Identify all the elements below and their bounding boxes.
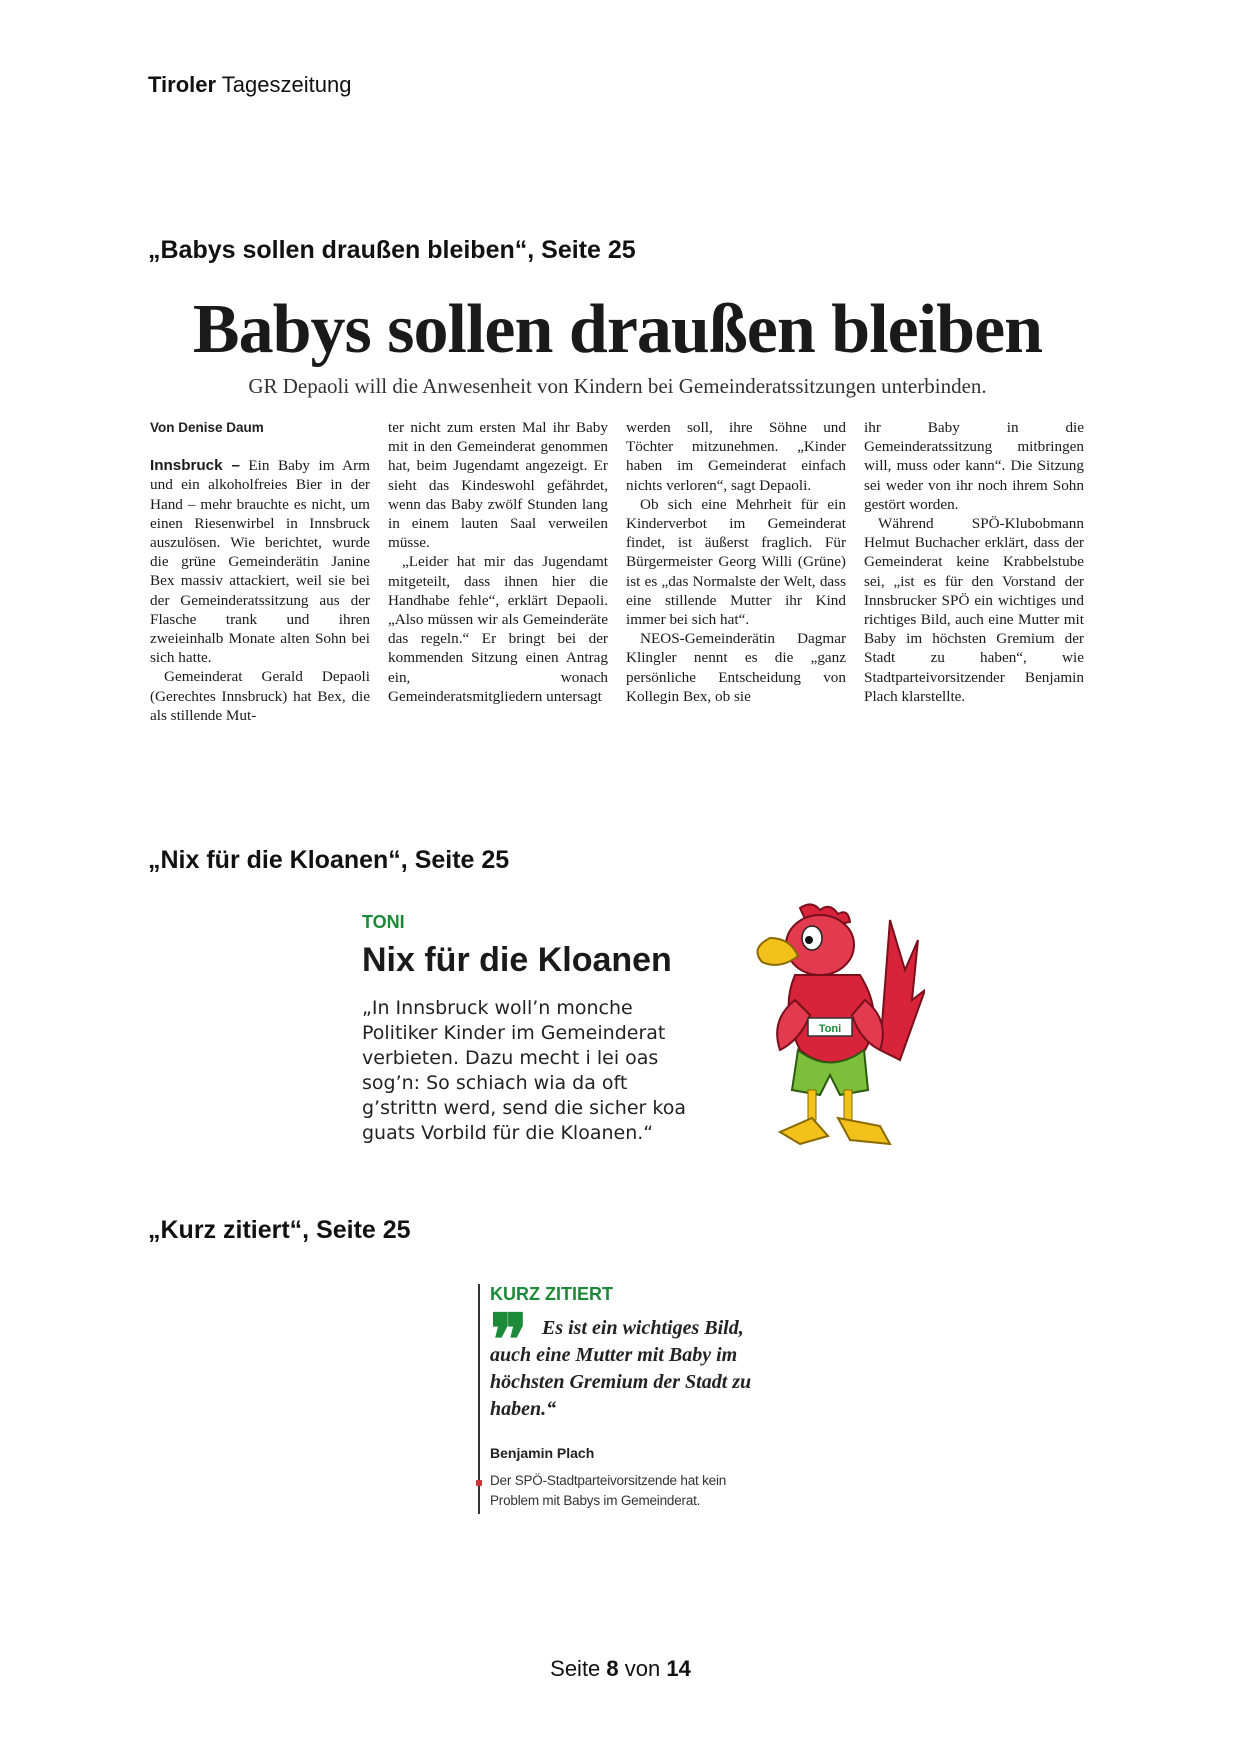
toni-title: Nix für die Kloanen <box>362 941 672 979</box>
article-subhead: GR Depaoli will die Anwesenheit von Kindern bei Gemeinderatssitzungen unterbinden. <box>248 374 987 398</box>
article-paragraph: ter nicht zum ersten Mal ihr Baby mit in den Gemeinderat genommen hat, beim Jugendamt angezeigt. Er sieht das Kindeswohl gefährdet, wenn das Baby zwölf Stunden lang in einem lauten Saal verweilen müsse. <box>388 419 608 552</box>
brand-regular: Tageszeitung <box>216 72 352 97</box>
footer-total-pages: 14 <box>666 1656 691 1681</box>
brand-bold: Tiroler <box>148 72 217 97</box>
article-paragraph: werden soll, ihre Söhne und Töchter mitzunehmen. „Kinder haben im Gemeinderat einfach nichts verloren“, sagt Depaoli. <box>626 419 846 494</box>
article-column-3 <box>626 418 846 725</box>
article-text: Ein Baby im Arm und ein alkoholfreies Bier in der Hand – mehr brauchte es nicht, um einen Riesenwirbel in Innsbruck auszulösen. Wie berichtet, wurde die grüne Gemeinderätin Janine Bex massiv attackiert, weil sie bei der Gemeinderatssitzung aus der Flasche trank und ihren zweieinhalb Monate alten Sohn bei sich hatte. <box>150 457 370 667</box>
section-title-babys: „Babys sollen draußen bleiben“, Seite 25 <box>148 236 636 264</box>
toni-column <box>362 912 922 1152</box>
kurz-zitiert-quote-wrap <box>490 1303 780 1423</box>
toni-label: TONI <box>362 912 405 932</box>
section-title-toni: „Nix für die Kloanen“, Seite 25 <box>148 846 510 874</box>
article-babys <box>150 292 1085 754</box>
newspaper-header <box>148 72 351 98</box>
article-paragraph: Ob sich eine Mehrheit für ein Kinderverbot im Gemeinderat findet, ist äußerst fraglich. Für Bürgermeister Georg Willi (Grüne) ist es „das Normalste der Welt, dass eine stillende Mutter ihr Kind immer bei sich hat“. <box>626 495 846 629</box>
article-byline: Von Denise Daum <box>150 420 264 435</box>
kurz-zitiert-content <box>490 1284 780 1511</box>
footer-prefix: Seite <box>550 1656 607 1681</box>
rooster-shirt-text: Toni <box>818 1023 842 1035</box>
rooster-mascot-illustration <box>740 900 925 1160</box>
article-columns <box>150 418 1085 725</box>
article-paragraph: NEOS-Gemeinderätin Dagmar Klingler nennt es die „ganz persönliche Entscheidung von Kollegin Bex, ob sie <box>626 630 846 705</box>
page-footer <box>0 1656 1241 1682</box>
article-paragraph: ihr Baby in die Gemeinderatssitzung mitbringen will, muss oder kann“. Die Sitzung sei weder von ihr noch ihrem Sohn gestört worden. <box>864 419 1084 513</box>
kurz-zitiert-caption: Der SPÖ-Stadtparteivorsitzende hat kein Problem mit Babys im Gemeinderat. <box>490 1473 727 1508</box>
article-column-2 <box>388 418 608 725</box>
article-column-4 <box>864 418 1084 725</box>
section-title-kurz: „Kurz zitiert“, Seite 25 <box>148 1216 411 1244</box>
article-headline: Babys sollen draußen bleiben <box>192 291 1043 368</box>
article-paragraph: „Leider hat mir das Jugendamt mitgeteilt, dass ihnen hier die Handhabe fehle“, erklärt Depaoli. „Also müssen wir als Gemeinderäte das regeln.“ Er bringt bei der kommenden Sitzung einen Antrag ein, wonach Gemeinderatsmitgliedern untersagt <box>388 553 608 705</box>
kurz-zitiert-quote: Es ist ein wichtiges Bild, auch eine Mutter mit Baby im höchsten Gremium der Stadt zu haben.“ <box>490 1317 752 1420</box>
toni-text: „In Innsbruck woll’n monche Politiker Kinder im Gemeinderat verbieten. Dazu mecht i lei oas sog’n: So schiach wia da oft g’strittn werd, send die sicher koa guats Vorbild für die Kloanen.“ <box>362 997 686 1144</box>
article-paragraph <box>150 456 370 667</box>
quote-mark-icon: ❞ <box>490 1303 528 1380</box>
kurz-zitiert-name: Benjamin Plach <box>490 1445 595 1461</box>
article-paragraph: Gemeinderat Gerald Depaoli (Gerechtes Innsbruck) hat Bex, die als stillende Mut- <box>150 668 370 724</box>
kurz-zitiert-box <box>478 1284 778 1514</box>
kurz-zitiert-marker <box>476 1480 482 1486</box>
footer-page-number: 8 <box>606 1656 619 1681</box>
article-paragraph: Während SPÖ-Klubobmann Helmut Buchacher erklärt, dass der Gemeinderat keine Krabbelstube sei, „ist es für den Vorstand der Innsbrucker SPÖ ein wichtiges und richtiges Bild, auch eine Mutter mit Baby im höchsten Gremium der Stadt zu haben“, wie Stadtparteivorsitzender Benjamin Plach klarstellte. <box>864 515 1084 705</box>
kurz-zitiert-label: KURZ ZITIERT <box>490 1284 613 1304</box>
article-dateline: Innsbruck – <box>150 457 240 475</box>
article-column-1 <box>150 418 370 725</box>
footer-middle: von <box>618 1656 667 1681</box>
